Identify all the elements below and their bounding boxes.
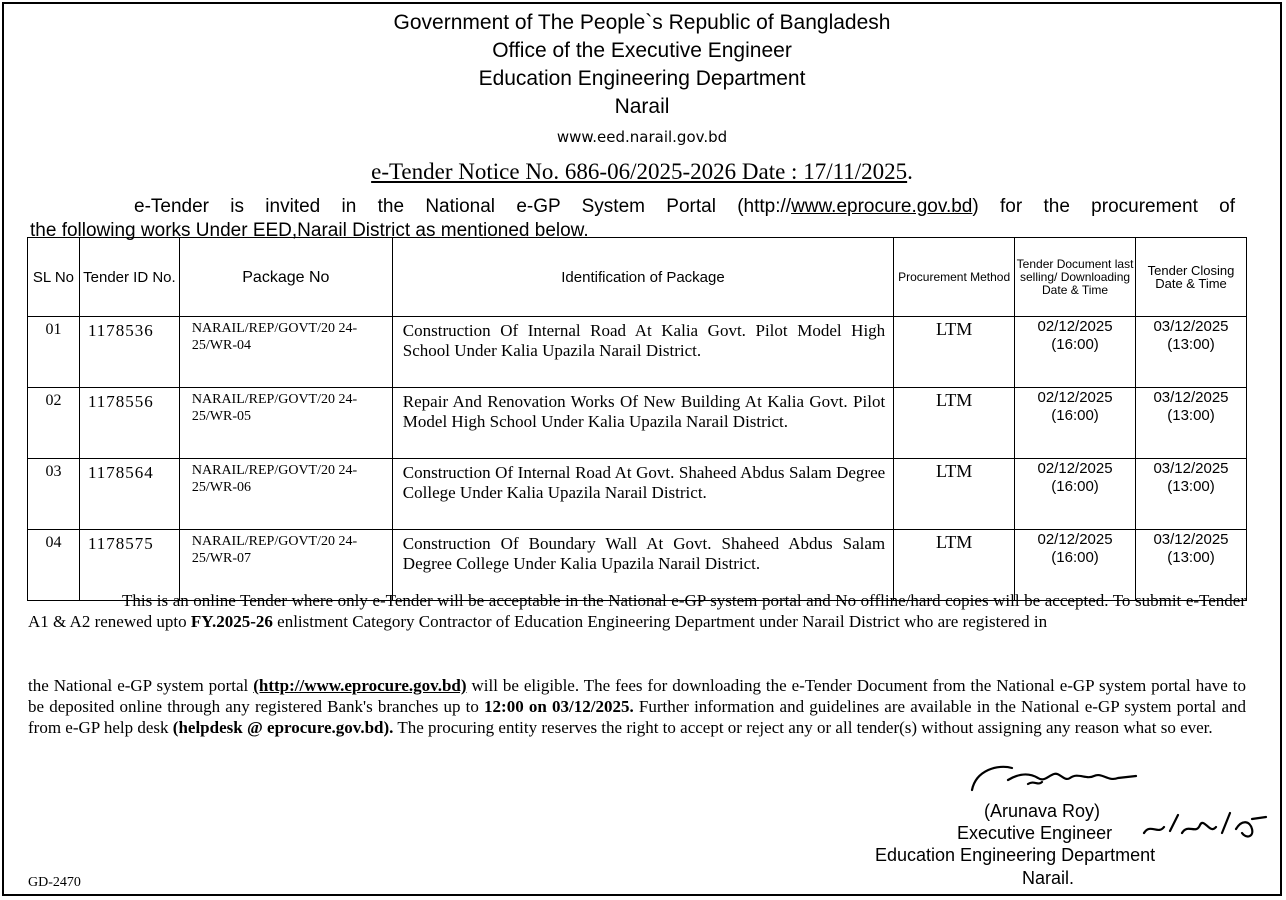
row-closing: 03/12/2025 (13:00)	[1136, 530, 1247, 601]
row-closing: 03/12/2025 (13:00)	[1136, 317, 1247, 388]
row-method: LTM	[894, 459, 1015, 530]
fees-paragraph: the National e-GP system portal (http://www.eprocure.gov.bd) will be eligible. The fees for downloading the e-Tender Document from the National e-GP system portal have to be deposited online through any registered Bank's branches up to 12:00 on 03/12/2025. Further information and guidelines are available in the National e-GP system portal and from e-GP help desk (helpdesk @ eprocure.gov.bd). The procuring entity reserves the right to accept or reject any or all tender(s) without assigning any reason what so ever.	[28, 676, 1247, 737]
row-identification: Construction Of Internal Road At Govt. Shaheed Abdus Salam Degree College Under Kalia Upazila Narail District.	[392, 459, 893, 530]
col-package: Package No	[179, 238, 392, 317]
row-method: LTM	[894, 317, 1015, 388]
intro-text: e-Tender is invited in the National e-GP System Portal (http://www.eprocure.gov.bd) for the procurement of the following works Under EED,Narail District as mentioned below.	[30, 196, 1235, 241]
row-identification: Repair And Renovation Works Of New Building At Kalia Govt. Pilot Model High School Under Kalia Upazila Narail District.	[392, 388, 893, 459]
header-government: Government of The People`s Republic of Bangladesh	[393, 11, 891, 34]
row-sl: 01	[28, 317, 80, 388]
row-method: LTM	[894, 530, 1015, 601]
row-closing: 03/12/2025 (13:00)	[1136, 388, 1247, 459]
row-doc-date: 02/12/2025 (16:00)	[1015, 317, 1136, 388]
row-package: NARAIL/REP/GOVT/20 24-25/WR-04	[179, 317, 392, 388]
row-closing: 03/12/2025 (13:00)	[1136, 459, 1247, 530]
col-method: Procurement Method	[894, 238, 1015, 317]
row-method: LTM	[894, 388, 1015, 459]
table-row	[28, 388, 1247, 459]
footer-code: GD-2470	[28, 875, 81, 890]
eprocure-link[interactable]: www.eprocure.gov.bd	[791, 196, 973, 217]
table-row	[28, 459, 1247, 530]
row-tender-id: 1178564	[79, 459, 179, 530]
signatory-department: Education Engineering Department	[875, 845, 1156, 865]
row-tender-id: 1178536	[79, 317, 179, 388]
header-website: www.eed.narail.gov.bd	[556, 128, 728, 146]
notice-title: e-Tender Notice No. 686-06/2025-2026 Date : 17/11/2025.	[371, 159, 913, 184]
row-sl: 04	[28, 530, 80, 601]
row-tender-id: 1178556	[79, 388, 179, 459]
col-tender-id: Tender ID No.	[79, 238, 179, 317]
row-identification: Construction Of Internal Road At Kalia Govt. Pilot Model High School Under Kalia Upazila Narail District.	[392, 317, 893, 388]
col-closing: Tender Closing Date & Time	[1136, 238, 1247, 317]
table-row	[28, 317, 1247, 388]
row-package: NARAIL/REP/GOVT/20 24-25/WR-05	[179, 388, 392, 459]
row-tender-id: 1178575	[79, 530, 179, 601]
helpdesk-link[interactable]: (helpdesk @ eprocure.gov.bd).	[172, 718, 394, 737]
tender-table	[27, 237, 1247, 601]
header-department: Education Engineering Department	[478, 67, 806, 90]
row-identification: Construction Of Boundary Wall At Govt. Shaheed Abdus Salam Degree College Under Kalia Upazila Narail District.	[392, 530, 893, 601]
row-sl: 03	[28, 459, 80, 530]
signatory-name: (Arunava Roy)	[984, 801, 1101, 821]
col-sl: SL No	[28, 238, 80, 317]
row-sl: 02	[28, 388, 80, 459]
eligibility-paragraph: This is an online Tender where only e-Tender will be acceptable in the National e-GP system portal and No offline/hard copies will be accepted. To submit e-Tender A1 & A2 renewed upto FY.2025-26 enlistment Category Contractor of Education Engineering Department under Narail District who are registered in	[28, 591, 1246, 631]
signatory-place: Narail.	[1022, 868, 1075, 888]
row-package: NARAIL/REP/GOVT/20 24-25/WR-06	[179, 459, 392, 530]
signatory-designation: Executive Engineer	[957, 823, 1113, 843]
table-header-row	[28, 238, 1247, 317]
row-doc-date: 02/12/2025 (16:00)	[1015, 530, 1136, 601]
col-identification: Identification of Package	[392, 238, 893, 317]
col-doc-date: Tender Document last selling/ Downloading Date & Time	[1015, 238, 1136, 317]
signature-date-icon	[1140, 805, 1270, 845]
row-doc-date: 02/12/2025 (16:00)	[1015, 388, 1136, 459]
row-package: NARAIL/REP/GOVT/20 24-25/WR-07	[179, 530, 392, 601]
row-doc-date: 02/12/2025 (16:00)	[1015, 459, 1136, 530]
header-office: Office of the Executive Engineer	[492, 39, 792, 62]
eprocure-portal-link[interactable]: (http://www.eprocure.gov.bd)	[253, 676, 467, 695]
header-district: Narail	[614, 95, 670, 118]
